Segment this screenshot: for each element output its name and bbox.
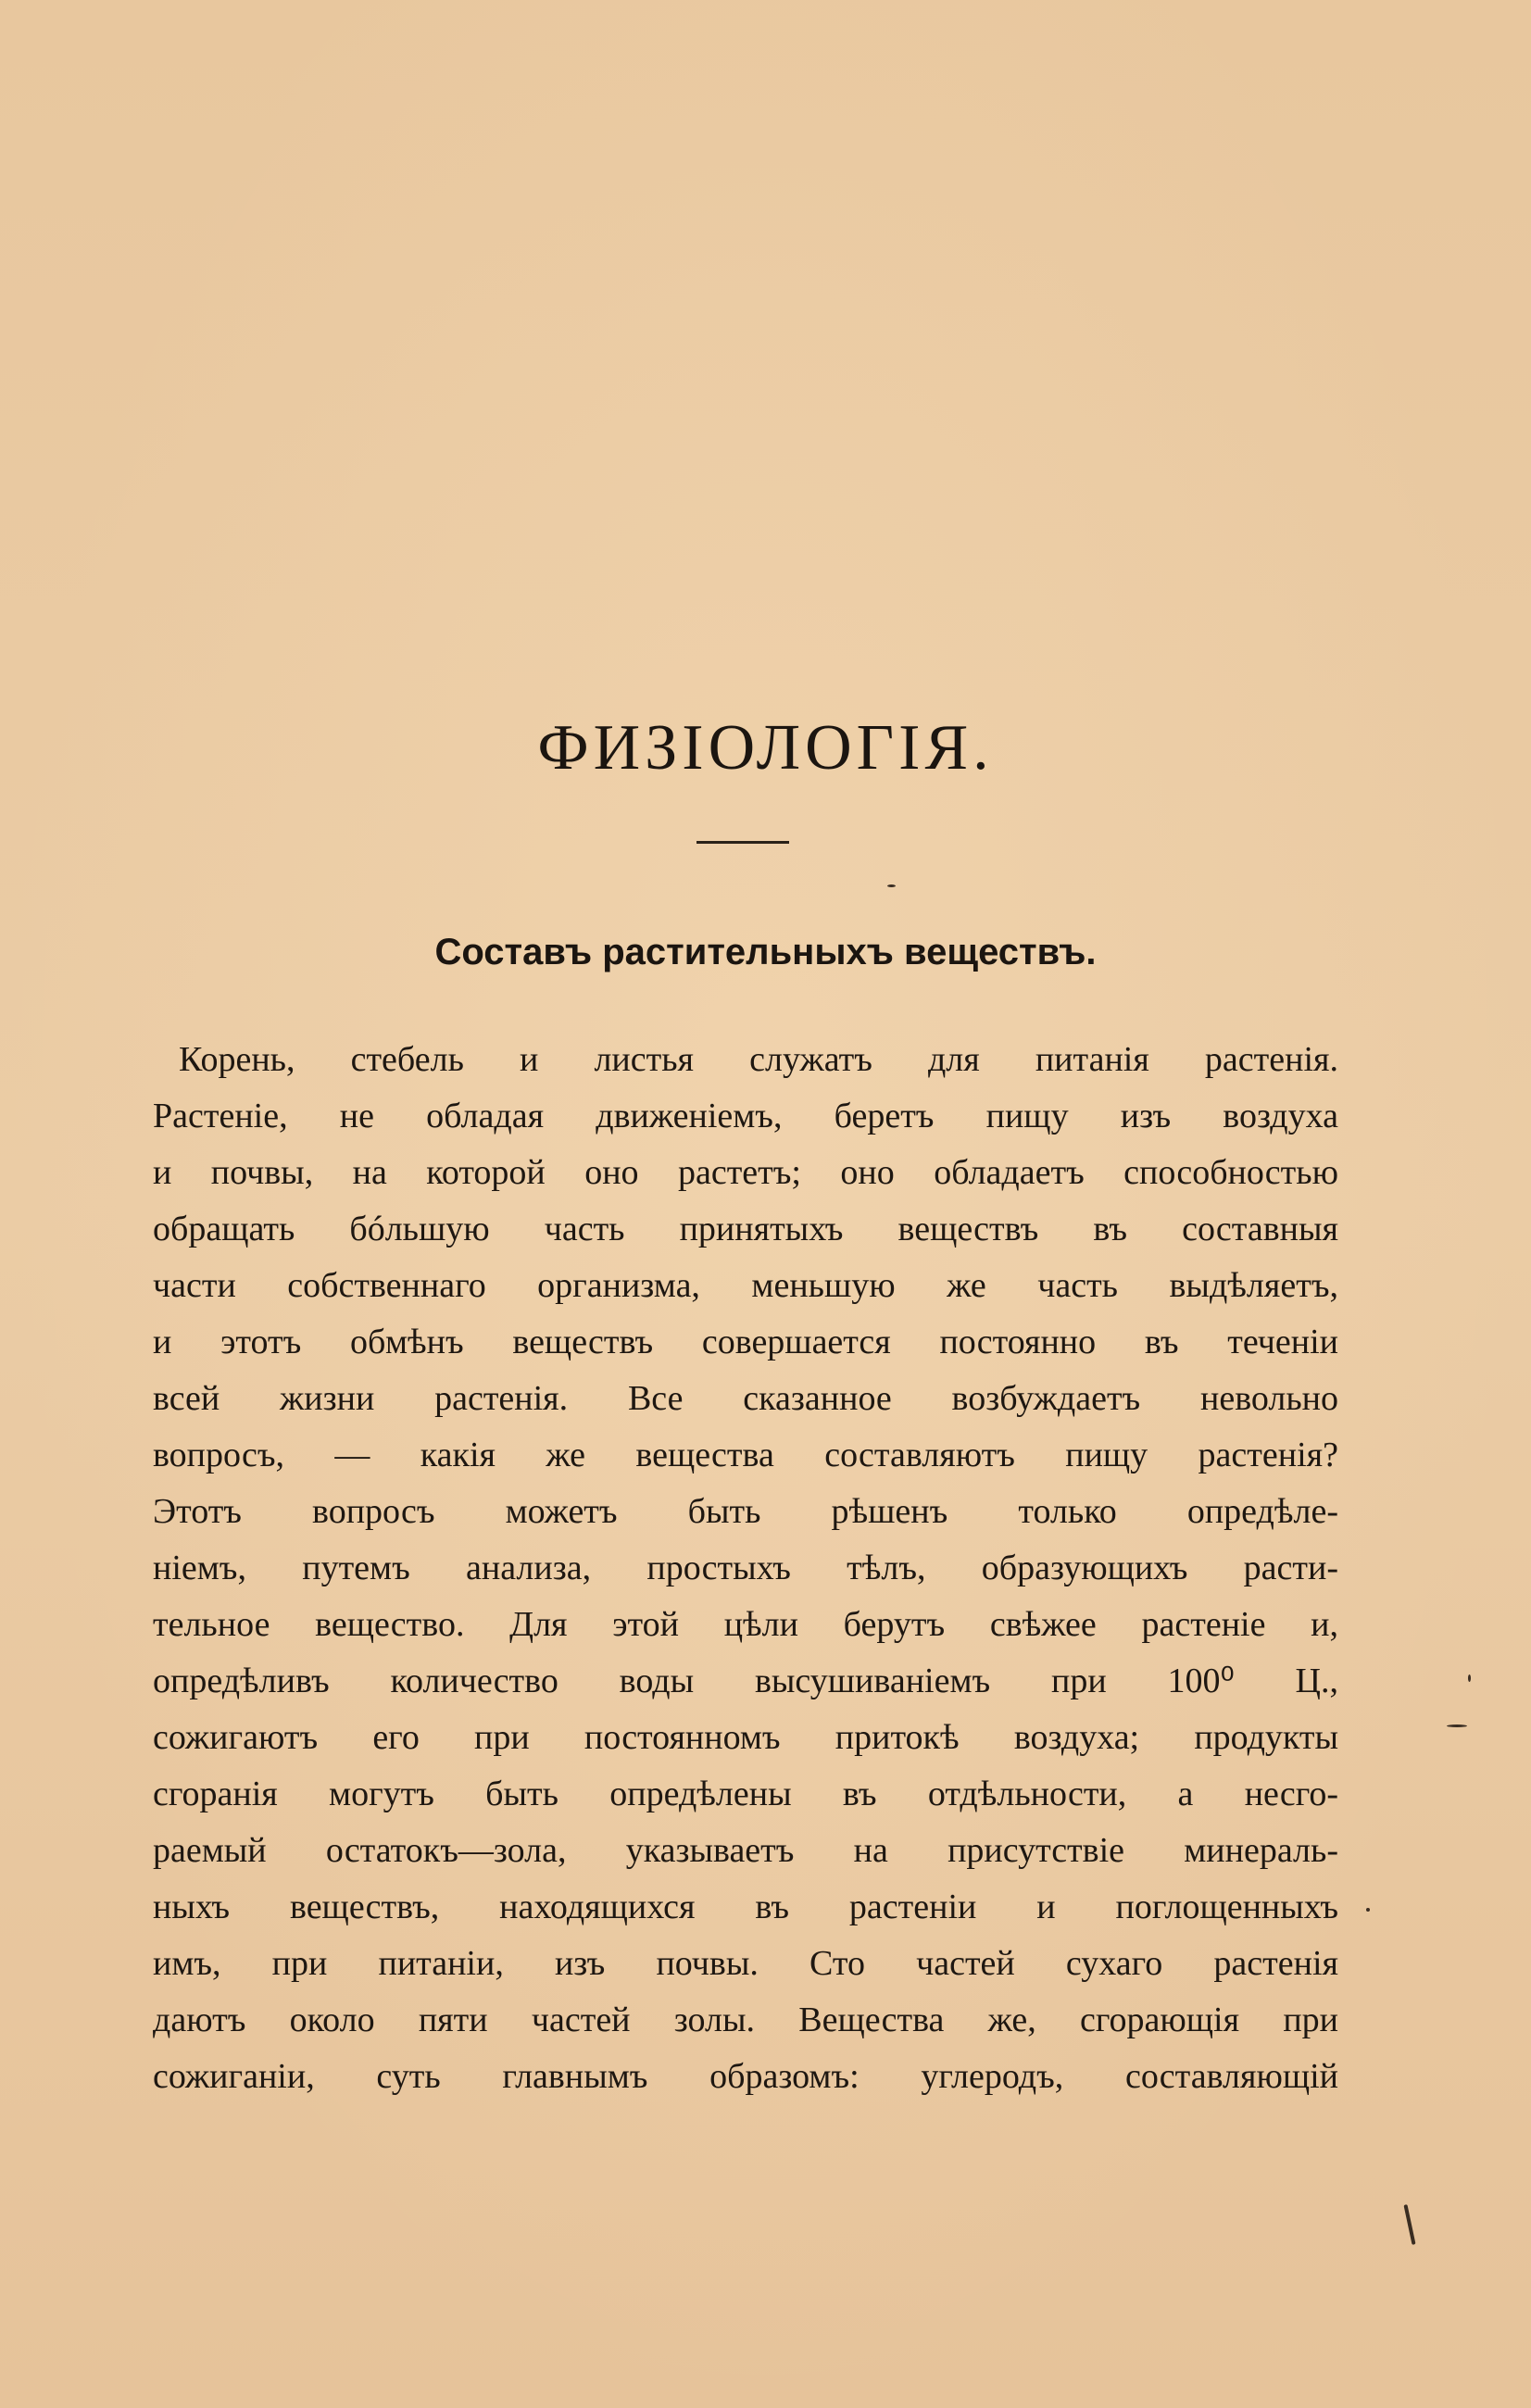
- body-paragraph: [153, 1032, 1338, 2105]
- chapter-title: ФИЗІОЛОГІЯ.: [537, 712, 994, 784]
- paper-speck: [1366, 1908, 1370, 1912]
- paper-speck: [1468, 1674, 1471, 1682]
- text-line: сожигаютъ его при постоянномъ притокѣ воздуха; продукты: [153, 1718, 1338, 1757]
- text-line: вопросъ, — какія же вещества составляютъ пищу растенія?: [153, 1436, 1338, 1474]
- text-line: имъ, при питаніи, изъ почвы. Сто частей сухаго растенія: [153, 1944, 1338, 1983]
- text-line: ніемъ, путемъ анализа, простыхъ тѣлъ, образующихъ расти-: [153, 1549, 1338, 1587]
- text-line: раемый остатокъ—зола, указываетъ на присутствіе минераль-: [153, 1831, 1338, 1870]
- text-line: Этотъ вопросъ можетъ быть рѣшенъ только опредѣле-: [153, 1492, 1338, 1531]
- paper-speck: [1447, 1724, 1467, 1727]
- text-line: Корень, стебель и листья служатъ для питанія растенія.: [179, 1040, 1338, 1079]
- text-line: опредѣливъ количество воды высушиваніемъ при 100⁰ Ц.,: [153, 1662, 1338, 1700]
- text-line: и почвы, на которой оно растетъ; оно обладаетъ способностью: [153, 1153, 1338, 1192]
- text-line: даютъ около пяти частей золы. Вещества же, сгорающія при: [153, 2000, 1338, 2039]
- paper-speck: [887, 884, 896, 887]
- paper-speck: [1403, 2204, 1415, 2245]
- text-line: и этотъ обмѣнъ веществъ совершается постоянно въ теченіи: [153, 1323, 1338, 1361]
- text-line: Растеніе, не обладая движеніемъ, беретъ пищу изъ воздуха: [153, 1097, 1338, 1135]
- section-heading: Составъ растительныхъ веществъ.: [434, 932, 1097, 972]
- text-line: обращать бóльшую часть принятыхъ веществъ въ составныя: [153, 1210, 1338, 1248]
- text-line: всей жизни растенія. Все сказанное возбуждаетъ невольно: [153, 1379, 1338, 1418]
- text-line: сожиганіи, суть главнымъ образомъ: углеродъ, составляющій: [153, 2057, 1338, 2096]
- text-line: сгоранія могутъ быть опредѣлены въ отдѣльности, а несго-: [153, 1775, 1338, 1813]
- title-divider: [696, 841, 789, 844]
- text-line: тельное вещество. Для этой цѣли берутъ свѣжее растеніе и,: [153, 1605, 1338, 1644]
- text-line: части собственнаго организма, меньшую же часть выдѣляетъ,: [153, 1266, 1338, 1305]
- text-line: ныхъ веществъ, находящихся въ растеніи и поглощенныхъ: [153, 1888, 1338, 1926]
